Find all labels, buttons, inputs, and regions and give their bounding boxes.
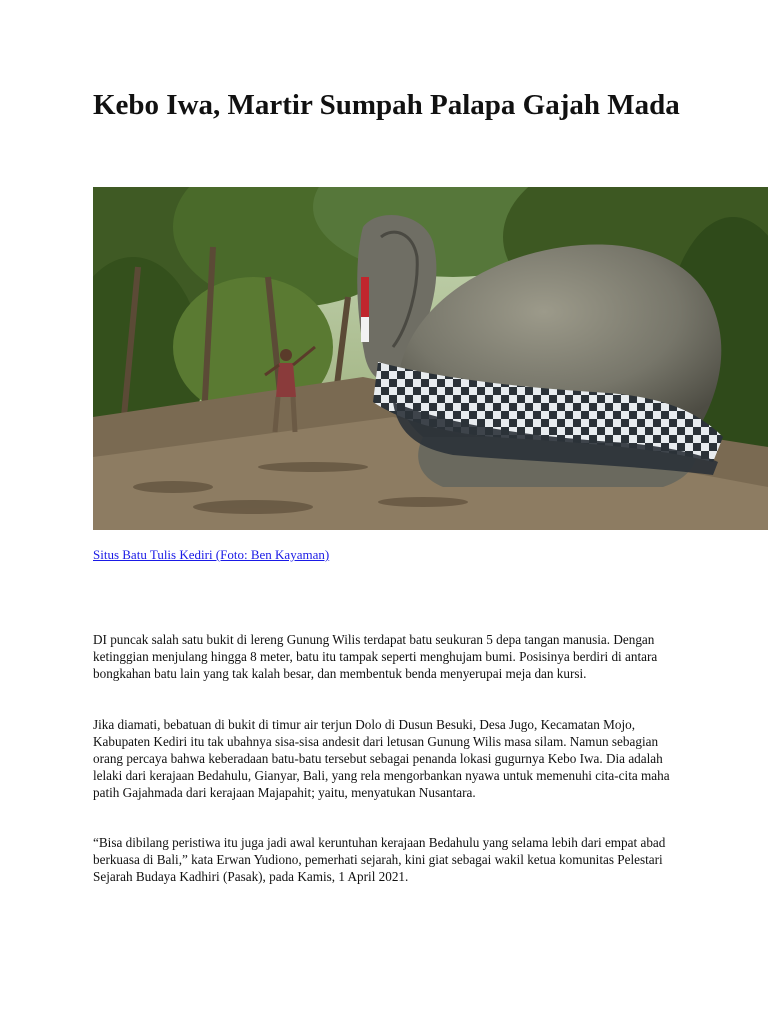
paragraph-3: “Bisa dibilang peristiwa itu juga jadi awal keruntuhan kerajaan Bedahulu yang selama lebih dari empat abad berkuasa di Bali,” kata Erwan Yudiono, pemerhati sejarah, kini giat sebagai wakil ketua komunitas Pelestari Sejarah Budaya Kadhiri (Pasak), pada Kamis, 1 April 2021.	[93, 835, 666, 884]
article-photo	[93, 187, 768, 530]
photo-illustration	[93, 187, 768, 530]
paragraph-1: DI puncak salah satu bukit di lereng Gunung Wilis terdapat batu seukuran 5 depa tangan manusia. Dengan ketinggian menjulang hingga 8 meter, batu itu tampak seperti menghujam bumi. Posisinya berdiri di antara bongkahan batu lain yang tak kalah besar, dan membentuk benda menyerupai meja dan kursi.	[93, 632, 658, 681]
paragraph-2: Jika diamati, bebatuan di bukit di timur air terjun Dolo di Dusun Besuki, Desa Jugo, Kecamatan Mojo, Kabupaten Kediri itu tak ubahnya sisa-sisa andesit dari letusan Gunung Wilis masa silam. Namun sebagian orang percaya bahwa keberadaan batu-batu tersebut sebagai penanda lokasi gugurnya Kebo Iwa. Dia adalah lelaki dari kerajaan Bedahulu, Gianyar, Bali, yang rela mengorbankan nyawa untuk memenuhi cita-cita maha patih Gajahmada dari kerajaan Majapahit; yaitu, menyatukan Nusantara.	[93, 717, 670, 800]
photo-caption-link[interactable]: Situs Batu Tulis Kediri (Foto: Ben Kayaman)	[93, 547, 330, 562]
article-title: Kebo Iwa, Martir Sumpah Palapa Gajah Mada	[93, 89, 680, 121]
